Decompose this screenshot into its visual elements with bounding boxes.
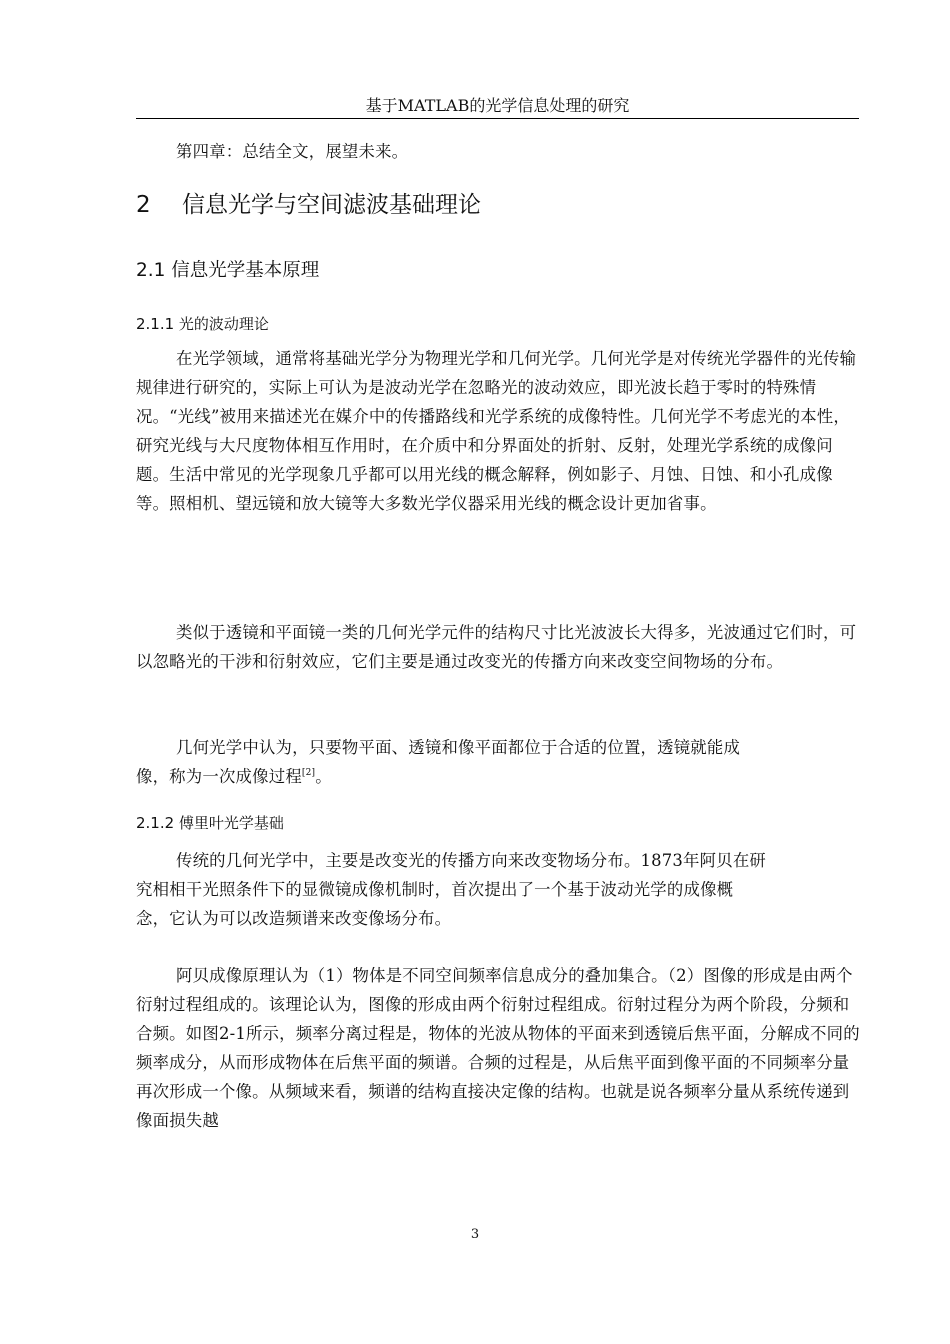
paragraph-line: 传统的几何光学中，主要是改变光的传播方向来改变物场分布。1873年阿贝在研 [176, 851, 767, 870]
paragraph-line: 像，称为一次成像过程 [136, 767, 302, 786]
paragraph-line: 几何光学中认为，只要物平面、透镜和像平面都位于合适的位置，透镜就能成 [176, 738, 741, 757]
chapter-title: 信息光学与空间滤波基础理论 [182, 192, 481, 218]
chapter-number: 2 [136, 192, 151, 218]
subsection-heading-2-1-2: 2.1.2 傅里叶光学基础 [136, 814, 284, 832]
citation: [2] [301, 768, 316, 778]
paragraph-end: 。 [315, 767, 332, 786]
paragraph-line: 究相相干光照条件下的显微镜成像机制时，首次提出了一个基于波动光学的成像概 [136, 880, 734, 899]
page-number: 3 [470, 1227, 480, 1242]
paragraph-wave-theory-3 [136, 733, 860, 791]
paragraph-line: 念，它认为可以改造频谱来改变像场分布。 [136, 909, 452, 928]
paragraph-wave-theory-1: 在光学领域，通常将基础光学分为物理光学和几何光学。几何光学是对传统光学器件的光传输规律进行研究的，实际上可认为是波动光学在忽略光的波动效应，即光波长趋于零时的特殊情况。“光线”被用来描述光在媒介中的传播路线和光学系统的成像特性。几何光学不考虑光的本性，研究光线与大尺度物体相互作用时，在介质中和分界面处的折射、反射，处理光学系统的成像问题。生活中常见的光学现象几乎都可以用光线的概念解释，例如影子、月蚀、日蚀、和小孔成像等。照相机、望远镜和放大镜等大多数光学仪器采用光线的概念设计更加省事。 [136, 349, 857, 513]
running-header: 基于MATLAB的光学信息处理的研究 [365, 96, 630, 115]
subsection-heading-2-1-1: 2.1.1 光的波动理论 [136, 315, 269, 333]
paragraph-fourier-1 [136, 846, 860, 933]
section-heading: 2.1 信息光学基本原理 [136, 260, 320, 281]
header-rule [136, 118, 859, 119]
chapter-heading [136, 186, 481, 219]
paragraph-fourier-2: 阿贝成像原理认为（1）物体是不同空间频率信息成分的叠加集合。（2）图像的形成是由两个衍射过程组成的。该理论认为，图像的形成由两个衍射过程组成。衍射过程分为两个阶段，分频和合频。如图2-1所示，频率分离过程是，物体的光波从物体的平面来到透镜后焦平面，分解成不同的频率成分，从而形成物体在后焦平面的频谱。合频的过程是，从后焦平面到像平面的不同频率分量再次形成一个像。从频域来看，频谱的结构直接决定像的结构。也就是说各频率分量从系统传递到像面损失越 [136, 966, 860, 1130]
intro-line: 第四章：总结全文，展望未来。 [176, 142, 409, 161]
paragraph-wave-theory-2: 类似于透镜和平面镜一类的几何光学元件的结构尺寸比光波波长大得多，光波通过它们时，可以忽略光的干涉和衍射效应，它们主要是通过改变光的传播方向来改变空间物场的分布。 [136, 623, 857, 671]
